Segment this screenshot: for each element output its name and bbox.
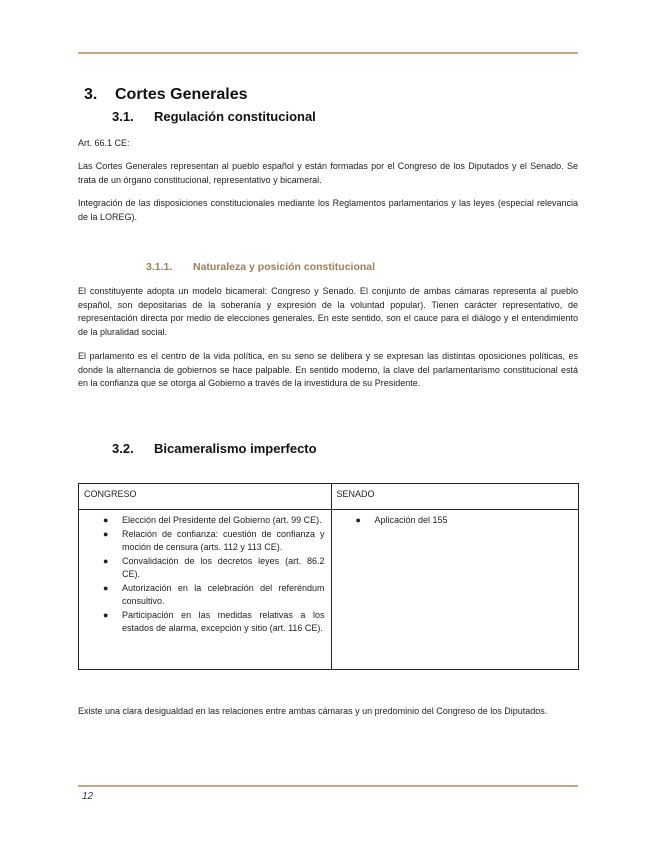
list-item: ● Aplicación del 155 xyxy=(332,514,572,528)
paragraph-art-66: Art. 66.1 CE: xyxy=(78,138,130,148)
section-title: Regulación constitucional xyxy=(154,109,316,124)
subsection-number: 3.1.1. xyxy=(146,261,173,273)
paragraph-parliament-center: El parlamento es el centro de la vida política, en su seno se delibera y se expresan las distintas oposiciones políticas, es donde la alternancia de gobiernos se hace palpable. En sentido moderno, la clave del parlamentarismo constitucional está en la confianza que se otorga al Gobierno a través de la investidura de su Presidente. xyxy=(78,351,578,388)
section-heading-3-2 xyxy=(112,441,317,456)
congreso-list xyxy=(79,514,325,636)
footer-rule xyxy=(78,785,578,787)
bullet-icon: ● xyxy=(103,528,109,539)
bullet-icon: ● xyxy=(103,555,109,566)
list-item: ● Convalidación de los decretos leyes (art. 86.2 CE). xyxy=(103,555,325,579)
paragraph-cortes-definition: Las Cortes Generales representan al pueblo español y están formadas por el Congreso de los Diputados y el Senado. Se trata de un órgano constitucional, representativo y bicameral. xyxy=(78,161,578,185)
chapter-number: 3. xyxy=(84,86,98,103)
bullet-icon: ● xyxy=(355,515,361,525)
subsection-heading-3-1-1 xyxy=(146,261,375,273)
chapter-title: Cortes Generales xyxy=(115,86,248,103)
list-item: ● Elección del Presidente del Gobierno (art. 99 CE). xyxy=(79,514,325,528)
chapter-heading xyxy=(84,86,248,104)
table-row xyxy=(79,510,579,670)
paragraph-integration: Integración de las disposiciones constitucionales mediante los Reglamentos parlamentarios y las leyes (especial relevancia de la LOREG). xyxy=(78,198,578,222)
table-header-row xyxy=(79,484,579,510)
senado-list xyxy=(332,514,572,528)
list-item: ● Autorización en la celebración del referéndum consultivo. xyxy=(103,582,325,606)
paragraph-bicameral-model: El constituyente adopta un modelo bicameral: Congreso y Senado. El conjunto de ambas cámaras representa al pueblo español, son depositarias de la soberanía y expresión de la voluntad popular). Tienen carácter representativo, de representación directa por medio de elecciones generales. En este sentido, son el cauce para el diálogo y el entendimiento de la pluralidad social. xyxy=(78,286,578,337)
header-congreso: CONGRESO xyxy=(79,484,332,510)
section-title: Bicameralismo imperfecto xyxy=(154,441,317,456)
section-number: 3.1. xyxy=(112,109,134,124)
list-item: ● Relación de confianza: cuestión de confianza y moción de censura (arts. 112 y 113 CE). xyxy=(103,528,325,552)
senado-cell xyxy=(331,510,578,670)
comparison-table xyxy=(78,483,579,670)
bullet-icon: ● xyxy=(103,609,109,620)
bullet-icon: ● xyxy=(103,582,109,593)
bullet-icon: ● xyxy=(103,515,109,525)
section-number: 3.2. xyxy=(112,441,134,456)
section-heading-3-1 xyxy=(112,109,316,124)
paragraph-conclusion: Existe una clara desigualdad en las relaciones entre ambas cámaras y un predominio del Congreso de los Diputados. xyxy=(78,706,548,716)
header-rule xyxy=(78,52,578,54)
subsection-title: Naturaleza y posición constitucional xyxy=(193,261,376,273)
header-senado: SENADO xyxy=(331,484,578,510)
page-number: 12 xyxy=(82,791,94,802)
congreso-cell xyxy=(79,510,332,670)
list-item: ● Participación en las medidas relativas a los estados de alarma, excepción y sitio (art. 116 CE). xyxy=(103,609,325,633)
